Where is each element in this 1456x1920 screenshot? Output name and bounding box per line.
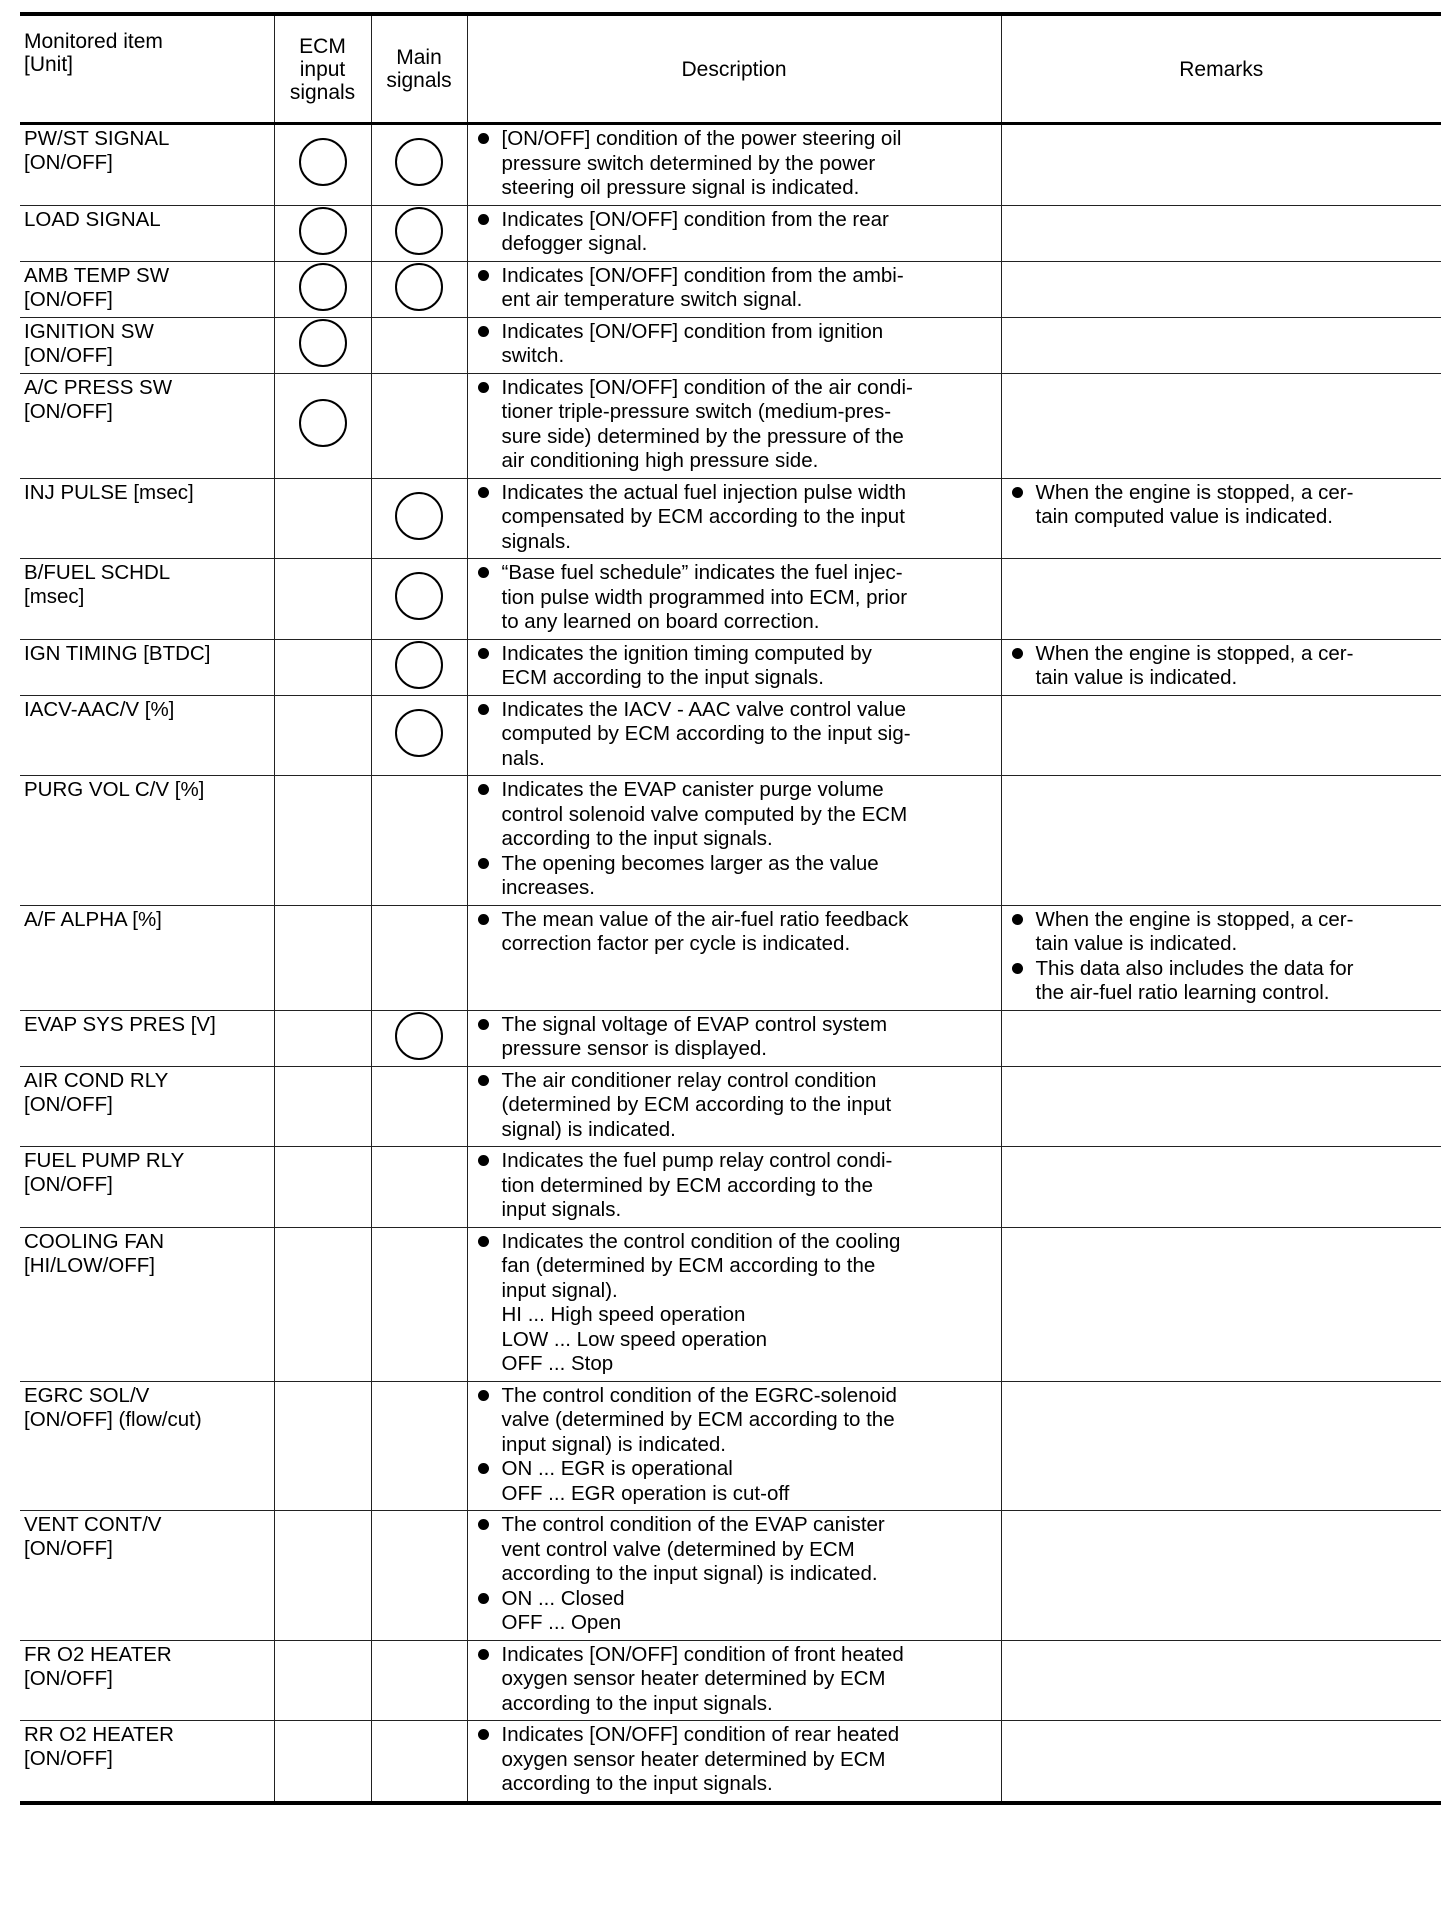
main-signal-circle-icon — [395, 263, 443, 311]
main-signal-cell — [371, 317, 467, 373]
table-row — [20, 205, 1441, 261]
bullet-icon — [478, 270, 489, 281]
monitored-items-table — [20, 12, 1441, 1805]
description-line — [472, 1069, 995, 1094]
ecm-input-circle-icon — [299, 319, 347, 367]
remarks-line — [1006, 642, 1436, 667]
main-signal-cell — [371, 373, 467, 478]
table-row — [20, 317, 1441, 373]
description-line: tion pulse width programmed into ECM, prior — [501, 585, 908, 609]
main-signal-cell — [371, 478, 467, 559]
description-cell — [467, 1511, 1001, 1641]
description-cell — [467, 1381, 1001, 1511]
monitored-item-line: LOAD SIGNAL — [24, 207, 161, 231]
description-line: according to the input signals. — [501, 1772, 773, 1795]
monitored-item-cell — [20, 1227, 274, 1381]
table-row — [20, 695, 1441, 776]
table-row — [20, 1511, 1441, 1641]
remarks-cell — [1001, 1721, 1441, 1803]
description-line — [472, 481, 995, 506]
monitored-item-cell — [20, 1010, 274, 1066]
bullet-icon — [478, 1155, 489, 1166]
remarks-text: When the engine is stopped, a cer- — [1035, 641, 1354, 665]
ecm-input-signal-cell — [274, 1227, 371, 1381]
bullet-icon — [478, 648, 489, 659]
bullet-icon — [478, 487, 489, 498]
monitored-item-line: [ON/OFF] — [24, 1747, 113, 1770]
description-cell — [467, 1010, 1001, 1066]
header-description: Description — [467, 14, 1001, 124]
main-signal-cell — [371, 1511, 467, 1641]
description-cell — [467, 905, 1001, 1010]
header-main-line-2: signals — [386, 69, 452, 92]
monitored-item-line: [ON/OFF] — [24, 287, 113, 311]
ecm-input-circle-icon — [299, 399, 347, 447]
bullet-icon — [478, 382, 489, 393]
header-item-line-2: [Unit] — [24, 53, 74, 76]
monitored-item-line: [ON/OFF] — [24, 1666, 113, 1690]
bullet-icon — [478, 784, 489, 795]
remarks-text: This data also includes the data for — [1035, 956, 1354, 980]
description-line — [472, 1230, 995, 1255]
ecm-input-signal-cell — [274, 1066, 371, 1147]
description-text: Indicates [ON/OFF] condition from ignition — [501, 319, 884, 343]
monitored-item-cell — [20, 261, 274, 317]
remarks-cell — [1001, 905, 1441, 1010]
main-signal-cell — [371, 1721, 467, 1803]
monitored-item-line: [ON/OFF] — [24, 1173, 113, 1196]
monitored-item-line: PW/ST SIGNAL — [24, 127, 170, 150]
monitored-item-cell — [20, 1066, 274, 1147]
description-cell — [467, 1066, 1001, 1147]
bullet-icon — [1012, 648, 1023, 659]
monitored-item-line: FR O2 HEATER — [24, 1642, 172, 1666]
remarks-cell — [1001, 639, 1441, 695]
description-text: Indicates [ON/OFF] condition of the air condi- — [501, 375, 913, 399]
description-text: ON ... EGR is operational — [501, 1457, 733, 1480]
monitored-item-line: VENT CONT/V — [24, 1513, 162, 1536]
monitored-item-line: B/FUEL SCHDL — [24, 561, 171, 584]
monitored-item-line: [ON/OFF] — [24, 1092, 113, 1116]
bullet-icon — [478, 133, 489, 144]
description-line: tion determined by ECM according to the — [501, 1173, 873, 1197]
description-line: LOW ... Low speed operation — [501, 1327, 768, 1351]
description-line: according to the input signals. — [501, 1691, 773, 1715]
monitored-item-line: A/F ALPHA [%] — [24, 907, 162, 931]
bullet-icon — [478, 1390, 489, 1401]
description-line — [472, 561, 995, 586]
bullet-icon — [478, 704, 489, 715]
main-signal-cell — [371, 639, 467, 695]
ecm-input-circle-icon — [299, 207, 347, 255]
monitored-item-line: EVAP SYS PRES [V] — [24, 1012, 216, 1036]
description-cell — [467, 776, 1001, 906]
ecm-input-signal-cell — [274, 1147, 371, 1228]
monitored-item-line: COOLING FAN — [24, 1229, 165, 1253]
main-signal-cell — [371, 1640, 467, 1721]
description-line — [472, 208, 995, 233]
remarks-cell — [1001, 1381, 1441, 1511]
description-line — [472, 642, 995, 667]
description-line — [472, 1013, 995, 1038]
table-row — [20, 776, 1441, 906]
monitored-item-cell — [20, 124, 274, 206]
description-text: Indicates [ON/OFF] condition from the rear — [501, 207, 889, 231]
remarks-cell — [1001, 1010, 1441, 1066]
header-main-line-1: Main — [396, 46, 442, 69]
description-line — [472, 1149, 995, 1174]
description-line: compensated by ECM according to the input — [501, 505, 905, 528]
main-signal-circle-icon — [395, 709, 443, 757]
header-ecm-line-1: ECM — [299, 34, 346, 58]
bullet-icon — [478, 1649, 489, 1660]
ecm-input-signal-cell — [274, 124, 371, 206]
monitored-item-line: EGRC SOL/V — [24, 1383, 150, 1407]
table-row — [20, 1066, 1441, 1147]
ecm-input-signal-cell — [274, 317, 371, 373]
monitored-item-cell — [20, 1640, 274, 1721]
table-row — [20, 124, 1441, 206]
description-line — [472, 1723, 995, 1748]
bullet-icon — [478, 326, 489, 337]
description-line: HI ... High speed operation — [501, 1303, 746, 1326]
table-row — [20, 1147, 1441, 1228]
ecm-input-signal-cell — [274, 639, 371, 695]
description-line — [472, 778, 995, 803]
description-line: according to the input signal) is indicated. — [501, 1562, 878, 1585]
bullet-icon — [478, 1593, 489, 1604]
table-row — [20, 1381, 1441, 1511]
description-text: Indicates the ignition timing computed by — [501, 641, 872, 665]
description-line: valve (determined by ECM according to the — [501, 1408, 895, 1431]
header-remarks: Remarks — [1001, 14, 1441, 124]
header-ecm-line-3: signals — [289, 80, 356, 104]
description-line: ent air temperature switch signal. — [501, 288, 803, 311]
description-line: steering oil pressure signal is indicated. — [501, 176, 860, 199]
monitored-item-line: AMB TEMP SW — [24, 263, 170, 287]
bullet-icon — [478, 1236, 489, 1247]
description-text: The opening becomes larger as the value — [501, 851, 879, 875]
description-text: Indicates the IACV - AAC valve control value — [501, 697, 907, 721]
monitored-item-cell — [20, 905, 274, 1010]
ecm-input-signal-cell — [274, 1640, 371, 1721]
monitored-item-cell — [20, 205, 274, 261]
main-signal-circle-icon — [395, 492, 443, 540]
description-cell — [467, 124, 1001, 206]
header-monitored-item — [20, 14, 274, 124]
description-text: Indicates [ON/OFF] condition of rear heated — [501, 1723, 900, 1746]
monitored-item-cell — [20, 559, 274, 640]
bullet-icon — [478, 914, 489, 925]
description-text: The control condition of the EGRC-solenoid — [501, 1383, 897, 1407]
ecm-input-signal-cell — [274, 1721, 371, 1803]
monitored-item-line: [ON/OFF] (flow/cut) — [24, 1407, 202, 1431]
ecm-input-signal-cell — [274, 373, 371, 478]
table-row — [20, 373, 1441, 478]
description-line: input signal). — [501, 1278, 618, 1302]
description-line: to any learned on board correction. — [501, 610, 820, 633]
monitored-item-line: RR O2 HEATER — [24, 1723, 174, 1746]
monitored-item-cell — [20, 373, 274, 478]
main-signal-cell — [371, 205, 467, 261]
description-cell — [467, 695, 1001, 776]
description-line: defogger signal. — [501, 232, 648, 255]
description-line: control solenoid valve computed by the ECM — [501, 802, 908, 826]
description-line — [472, 1643, 995, 1668]
description-text: Indicates the fuel pump relay control condi- — [501, 1149, 893, 1172]
description-line: vent control valve (determined by ECM — [501, 1537, 855, 1561]
monitored-item-line: [ON/OFF] — [24, 343, 113, 367]
description-text: Indicates the actual fuel injection pulse width — [501, 480, 907, 504]
description-cell — [467, 205, 1001, 261]
remarks-cell — [1001, 1227, 1441, 1381]
description-line: correction factor per cycle is indicated. — [501, 932, 851, 955]
monitored-item-cell — [20, 695, 274, 776]
description-text: Indicates [ON/OFF] condition from the ambi- — [501, 263, 904, 287]
table-body — [20, 124, 1441, 1803]
description-line — [472, 1587, 995, 1612]
description-line: oxygen sensor heater determined by ECM — [501, 1667, 886, 1690]
bullet-icon — [1012, 914, 1023, 925]
bullet-icon — [478, 1463, 489, 1474]
remarks-cell — [1001, 1147, 1441, 1228]
remarks-cell — [1001, 559, 1441, 640]
table-row — [20, 478, 1441, 559]
remarks-line — [1006, 957, 1436, 982]
main-signal-cell — [371, 695, 467, 776]
description-line: signal) is indicated. — [501, 1117, 676, 1141]
monitored-item-line: A/C PRESS SW — [24, 375, 173, 399]
remarks-line — [1006, 481, 1436, 506]
ecm-input-signal-cell — [274, 559, 371, 640]
bullet-icon — [478, 1519, 489, 1530]
description-cell — [467, 1721, 1001, 1803]
description-line: fan (determined by ECM according to the — [501, 1254, 876, 1277]
main-signal-cell — [371, 1066, 467, 1147]
header-row — [20, 14, 1441, 124]
remarks-cell — [1001, 1066, 1441, 1147]
main-signal-cell — [371, 559, 467, 640]
table-row — [20, 905, 1441, 1010]
description-cell — [467, 559, 1001, 640]
table-row — [20, 1640, 1441, 1721]
monitored-item-line: INJ PULSE [msec] — [24, 480, 194, 504]
description-text: The mean value of the air-fuel ratio feedback — [501, 907, 909, 931]
description-text: ON ... Closed — [501, 1586, 625, 1610]
remarks-cell — [1001, 478, 1441, 559]
bullet-icon — [1012, 963, 1023, 974]
monitored-item-cell — [20, 1147, 274, 1228]
description-line — [472, 852, 995, 877]
description-line: ECM according to the input signals. — [501, 666, 824, 689]
header-ecm-input-signals — [274, 14, 371, 124]
remarks-line: the air-fuel ratio learning control. — [1035, 981, 1330, 1004]
main-signal-cell — [371, 776, 467, 906]
main-signal-cell — [371, 124, 467, 206]
monitored-item-line: IGNITION SW — [24, 319, 154, 343]
remarks-line: tain computed value is indicated. — [1035, 505, 1333, 528]
ecm-input-signal-cell — [274, 1010, 371, 1066]
description-text: Indicates the EVAP canister purge volume — [501, 778, 884, 801]
monitored-item-cell — [20, 639, 274, 695]
remarks-line: tain value is indicated. — [1035, 666, 1238, 689]
description-cell — [467, 478, 1001, 559]
ecm-input-signal-cell — [274, 205, 371, 261]
remarks-line: tain value is indicated. — [1035, 932, 1238, 955]
monitored-item-line: IACV-AAC/V [%] — [24, 697, 175, 721]
description-line — [472, 376, 995, 401]
description-cell — [467, 373, 1001, 478]
table-row — [20, 1227, 1441, 1381]
main-signal-circle-icon — [395, 207, 443, 255]
remarks-line — [1006, 908, 1436, 933]
main-signal-cell — [371, 905, 467, 1010]
header-ecm-line-2: input — [299, 57, 346, 81]
main-signal-cell — [371, 261, 467, 317]
description-line — [472, 264, 995, 289]
description-line: sure side) determined by the pressure of the — [501, 424, 904, 448]
main-signal-circle-icon — [395, 572, 443, 620]
main-signal-cell — [371, 1381, 467, 1511]
description-line: signals. — [501, 529, 572, 553]
bullet-icon — [478, 1729, 489, 1740]
remarks-cell — [1001, 317, 1441, 373]
document-page — [20, 12, 1441, 1805]
header-item-line-1: Monitored item — [24, 30, 163, 53]
bullet-icon — [478, 1075, 489, 1086]
description-line: nals. — [501, 746, 545, 770]
ecm-input-signal-cell — [274, 1511, 371, 1641]
description-line — [472, 1513, 995, 1538]
main-signal-cell — [371, 1147, 467, 1228]
description-line: OFF ... EGR operation is cut-off — [501, 1481, 790, 1505]
ecm-input-circle-icon — [299, 263, 347, 311]
main-signal-circle-icon — [395, 1012, 443, 1060]
monitored-item-line: [ON/OFF] — [24, 399, 113, 423]
main-signal-cell — [371, 1227, 467, 1381]
main-signal-circle-icon — [395, 641, 443, 689]
description-cell — [467, 1640, 1001, 1721]
main-signal-circle-icon — [395, 138, 443, 186]
remarks-cell — [1001, 695, 1441, 776]
table-row — [20, 639, 1441, 695]
main-signal-cell — [371, 1010, 467, 1066]
description-line — [472, 1457, 995, 1482]
ecm-input-signal-cell — [274, 695, 371, 776]
description-text: Indicates [ON/OFF] condition of front heated — [501, 1642, 904, 1666]
remarks-cell — [1001, 124, 1441, 206]
description-line: oxygen sensor heater determined by ECM — [501, 1747, 886, 1771]
description-text: Indicates the control condition of the cooling — [501, 1229, 901, 1253]
bullet-icon — [478, 214, 489, 225]
description-line: input signals. — [501, 1198, 622, 1221]
description-cell — [467, 1227, 1001, 1381]
description-line: input signal) is indicated. — [501, 1432, 726, 1456]
monitored-item-line: [ON/OFF] — [24, 151, 113, 174]
ecm-input-signal-cell — [274, 478, 371, 559]
remarks-cell — [1001, 205, 1441, 261]
ecm-input-signal-cell — [274, 905, 371, 1010]
ecm-input-signal-cell — [274, 1381, 371, 1511]
description-line: OFF ... Stop — [501, 1352, 614, 1375]
description-cell — [467, 317, 1001, 373]
monitored-item-cell — [20, 1381, 274, 1511]
table-row — [20, 261, 1441, 317]
description-cell — [467, 261, 1001, 317]
description-line — [472, 698, 995, 723]
remarks-cell — [1001, 1640, 1441, 1721]
description-line — [472, 908, 995, 933]
description-text: The control condition of the EVAP canister — [501, 1513, 885, 1536]
monitored-item-cell — [20, 317, 274, 373]
remarks-cell — [1001, 1511, 1441, 1641]
remarks-cell — [1001, 373, 1441, 478]
description-line: pressure sensor is displayed. — [501, 1037, 767, 1060]
bullet-icon — [478, 1019, 489, 1030]
description-text: The signal voltage of EVAP control system — [501, 1012, 888, 1036]
description-text: [ON/OFF] condition of the power steering oil — [501, 127, 902, 150]
description-line — [472, 127, 995, 152]
monitored-item-cell — [20, 1511, 274, 1641]
description-line: pressure switch determined by the power — [501, 151, 876, 175]
description-line — [472, 1384, 995, 1409]
remarks-cell — [1001, 776, 1441, 906]
description-line: (determined by ECM according to the input — [501, 1093, 892, 1116]
monitored-item-cell — [20, 776, 274, 906]
ecm-input-circle-icon — [299, 138, 347, 186]
monitored-item-line: IGN TIMING [BTDC] — [24, 641, 211, 665]
monitored-item-line: [HI/LOW/OFF] — [24, 1253, 155, 1277]
bullet-icon — [478, 567, 489, 578]
remarks-text: When the engine is stopped, a cer- — [1035, 480, 1354, 504]
monitored-item-cell — [20, 478, 274, 559]
monitored-item-cell — [20, 1721, 274, 1803]
monitored-item-line: [ON/OFF] — [24, 1537, 113, 1560]
ecm-input-signal-cell — [274, 261, 371, 317]
bullet-icon — [1012, 487, 1023, 498]
table-row — [20, 1010, 1441, 1066]
ecm-input-signal-cell — [274, 776, 371, 906]
description-cell — [467, 639, 1001, 695]
remarks-cell — [1001, 261, 1441, 317]
description-line: increases. — [501, 876, 595, 899]
table-row — [20, 1721, 1441, 1803]
description-line — [472, 320, 995, 345]
description-line: according to the input signals. — [501, 827, 773, 850]
description-text: “Base fuel schedule” indicates the fuel injec- — [501, 561, 903, 584]
description-line: air conditioning high pressure side. — [501, 449, 819, 472]
description-text: The air conditioner relay control condition — [501, 1068, 877, 1092]
description-cell — [467, 1147, 1001, 1228]
monitored-item-line: AIR COND RLY — [24, 1068, 169, 1092]
description-line: tioner triple-pressure switch (medium-pres- — [501, 400, 892, 423]
description-line: computed by ECM according to the input sig- — [501, 722, 911, 745]
monitored-item-line: FUEL PUMP RLY — [24, 1149, 185, 1172]
description-line: OFF ... Open — [501, 1611, 622, 1634]
monitored-item-line: [msec] — [24, 585, 85, 608]
remarks-text: When the engine is stopped, a cer- — [1035, 907, 1354, 931]
table-row — [20, 559, 1441, 640]
header-main-signals — [371, 14, 467, 124]
bullet-icon — [478, 858, 489, 869]
monitored-item-line: PURG VOL C/V [%] — [24, 778, 205, 801]
description-line: switch. — [501, 344, 565, 367]
